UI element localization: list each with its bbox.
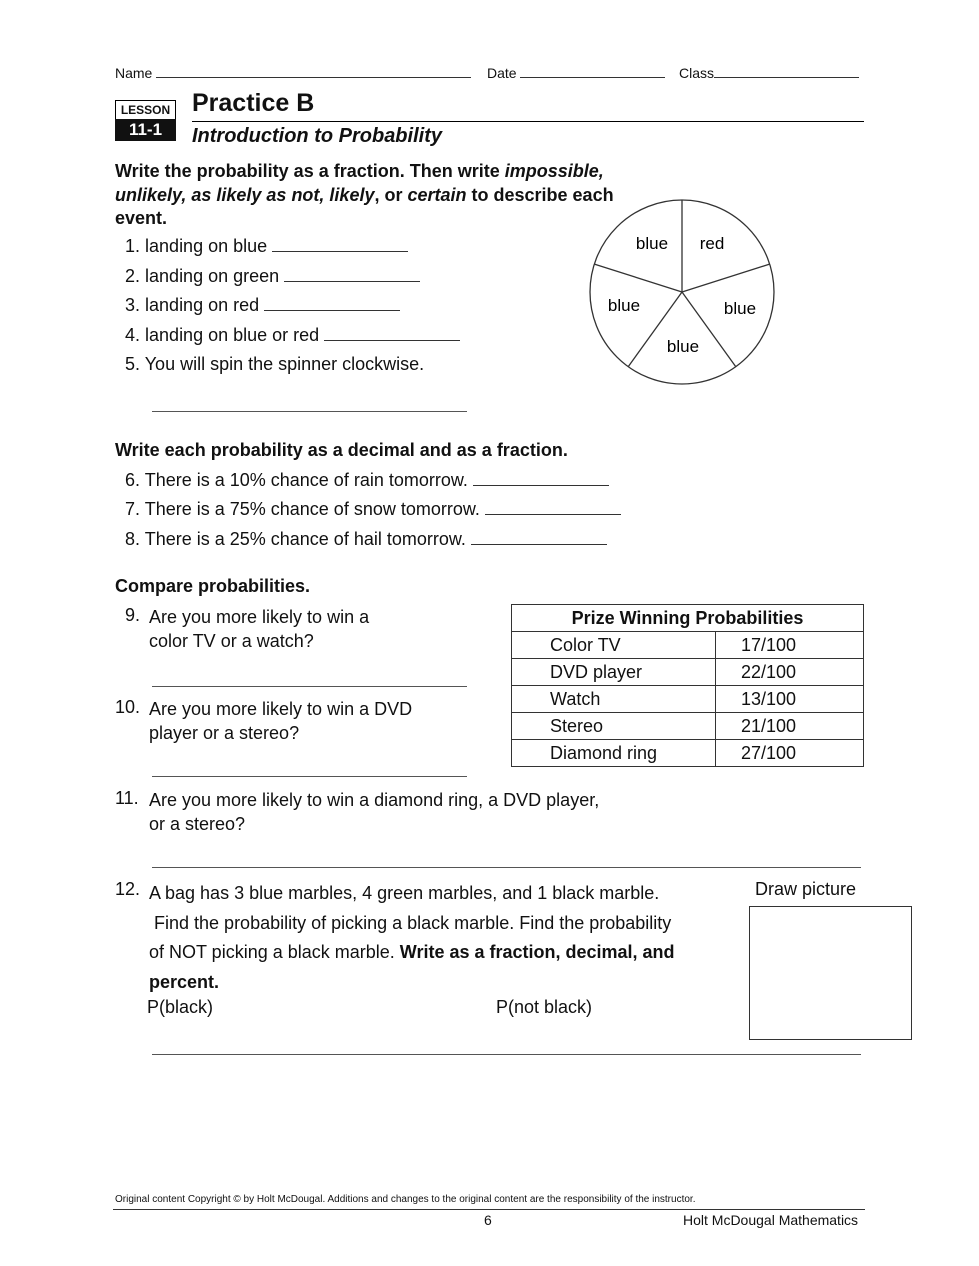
answer-blank[interactable] xyxy=(485,500,621,515)
p-not-black-label: P(not black) xyxy=(496,997,593,1017)
question-9: Are you more likely to win a color TV or a watch? xyxy=(149,607,370,651)
table-row: Diamond ring 27/100 xyxy=(512,740,864,767)
answer-blank[interactable] xyxy=(284,267,420,282)
date-field[interactable] xyxy=(487,63,665,81)
draw-picture-label: Draw picture xyxy=(755,879,857,899)
table-row: DVD player 22/100 xyxy=(512,659,864,686)
publisher: Holt McDougal Mathematics xyxy=(683,1212,859,1228)
lesson-number: 11-1 xyxy=(115,119,176,141)
section2-instructions: Write each probability as a decimal and as a fraction. xyxy=(115,440,568,460)
name-label: Name xyxy=(115,65,153,81)
answer-blank[interactable] xyxy=(324,326,460,341)
question-6: 6. There is a 10% chance of rain tomorrow. xyxy=(125,470,609,491)
spinner-label: red xyxy=(699,234,725,253)
question-10: Are you more likely to win a DVD player or a stereo? xyxy=(149,699,413,743)
page-subtitle: Introduction to Probability xyxy=(192,125,442,147)
question-11-number: 11. xyxy=(115,788,139,808)
section1-instructions: Write the probability as a fraction. Then write impossible, unlikely, as likely as not, likely, or certain to describe each event. xyxy=(115,161,614,228)
table-row: Watch 13/100 xyxy=(512,686,864,713)
spinner-label: blue xyxy=(666,337,700,356)
question-12: A bag has 3 blue marbles, 4 green marbles, and 1 black marble. Find the probability of picking a black marble. Find the probability of NOT picking a black marble. Write as a fraction, decimal, and percent. xyxy=(149,883,675,992)
answer-blank[interactable] xyxy=(471,530,607,545)
answer-line[interactable] xyxy=(152,411,467,412)
class-field[interactable] xyxy=(679,63,859,81)
question-2: 2. landing on green xyxy=(125,266,420,287)
spinner-label: blue xyxy=(723,299,757,318)
question-9-number: 9. xyxy=(125,605,141,625)
question-7: 7. There is a 75% chance of snow tomorrow. xyxy=(125,499,621,520)
table-row: Color TV 17/100 xyxy=(512,632,864,659)
answer-blank[interactable] xyxy=(272,237,408,252)
answer-line[interactable] xyxy=(152,1054,861,1055)
name-field[interactable] xyxy=(115,63,471,81)
answer-line[interactable] xyxy=(152,867,861,868)
class-label: Class xyxy=(679,65,715,81)
spinner-diagram xyxy=(580,190,790,390)
table-title: Prize Winning Probabilities xyxy=(512,605,864,632)
answer-blank[interactable] xyxy=(264,296,400,311)
answer-line[interactable] xyxy=(152,686,467,687)
prize-table xyxy=(511,604,864,767)
question-3: 3. landing on red xyxy=(125,295,400,316)
answer-blank[interactable] xyxy=(473,471,609,486)
question-12-number: 12. xyxy=(115,879,141,899)
p-black-label: P(black) xyxy=(147,997,214,1017)
question-10-number: 10. xyxy=(115,697,141,717)
draw-picture-box[interactable] xyxy=(749,906,912,1040)
question-8: 8. There is a 25% chance of hail tomorrow. xyxy=(125,529,607,550)
date-label: Date xyxy=(487,65,517,81)
question-4: 4. landing on blue or red xyxy=(125,325,460,346)
page-title: Practice B xyxy=(192,89,315,117)
table-row: Stereo 21/100 xyxy=(512,713,864,740)
question-5: 5. You will spin the spinner clockwise. xyxy=(125,354,425,374)
spinner-label: blue xyxy=(635,234,669,253)
question-1: 1. landing on blue xyxy=(125,236,408,257)
page-number: 6 xyxy=(484,1212,492,1228)
answer-line[interactable] xyxy=(152,776,467,777)
copyright-text: Original content Copyright © by Holt McDougal. Additions and changes to the original content are the responsibility of the instructor. xyxy=(115,1194,696,1205)
section3-instructions: Compare probabilities. xyxy=(115,576,311,596)
question-11: Are you more likely to win a diamond ring, a DVD player, or a stereo? xyxy=(149,790,600,834)
lesson-label: LESSON xyxy=(115,100,176,120)
spinner-label: blue xyxy=(607,296,641,315)
